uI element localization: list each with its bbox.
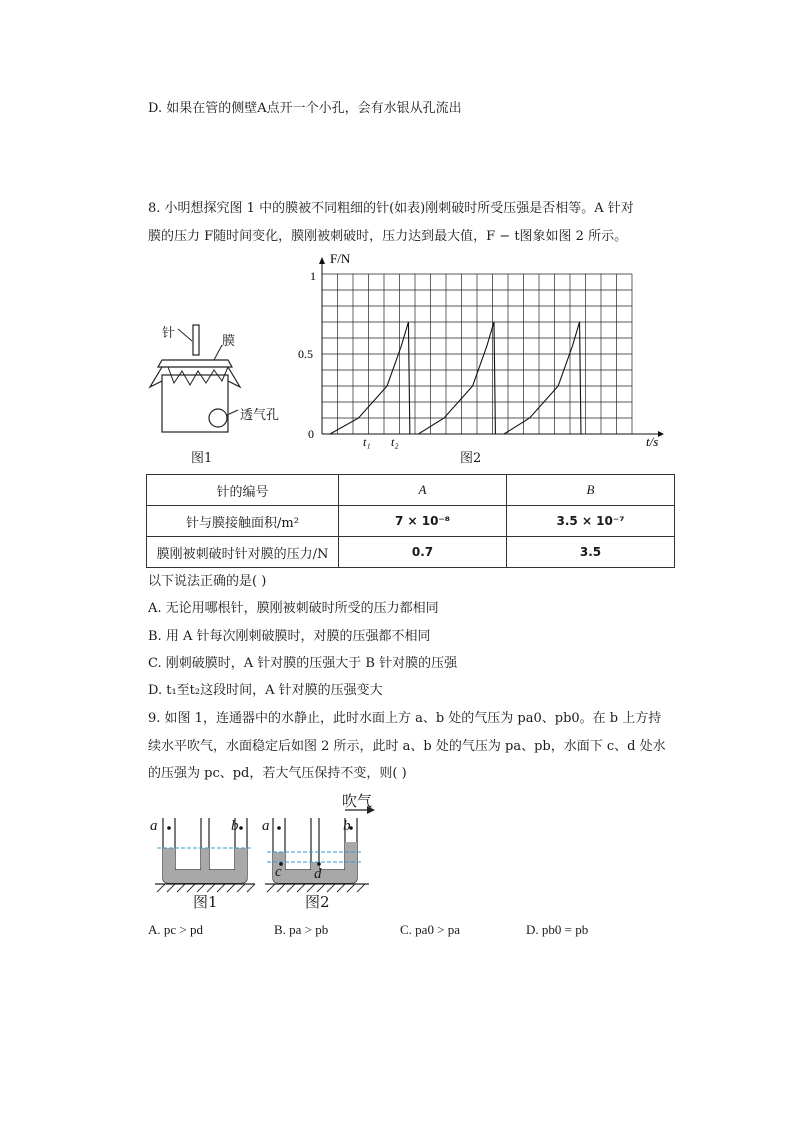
q9-label-b2: b <box>343 818 351 834</box>
table-cell: 3.5 <box>507 537 675 568</box>
x-axis-arrow <box>658 431 664 437</box>
q9-label-b1: b <box>231 818 239 834</box>
q9-caption1: 图1 <box>193 893 218 911</box>
q9-blow-label: 吹气 <box>342 792 373 810</box>
vent-hole-shape <box>209 409 227 427</box>
fig1-label-film: 膜 <box>222 334 236 349</box>
ft-curve-series <box>330 322 581 434</box>
q9-label-c: c <box>275 864 282 880</box>
film-shape <box>158 360 232 367</box>
table-row <box>147 537 675 568</box>
q9-label-d: d <box>314 866 322 882</box>
table-cell: 针与膜接触面积/m² <box>147 506 339 537</box>
table-cell: 3.5 × 10⁻⁷ <box>507 506 675 537</box>
q9-option-b[interactable]: B. pa > pb <box>274 922 329 937</box>
table-row <box>147 506 675 537</box>
q9-option-a[interactable]: A. pc > pd <box>148 922 203 937</box>
y-axis-arrow <box>319 257 325 264</box>
vessel-figure1 <box>155 818 255 892</box>
q9-stem-line2: 续水平吹气，水面稳定后如图 2 所示，此时 a、b 处的气压为 pa、pb，水面下 c、d 处水 <box>148 739 666 754</box>
ft-ytick-top: 1 <box>310 269 316 283</box>
q9-stem-line1: 9. 如图 1，连通器中的水静止，此时水面上方 a、b 处的气压为 pa0、pb0。在 b 上方持 <box>148 711 662 726</box>
table-cell: 膜刚被刺破时针对膜的压力/N <box>147 537 339 568</box>
table-cell: B <box>507 475 675 506</box>
q8-stem-line1: 8. 小明想探究图 1 中的膜被不同粗细的针(如表)刚刺破时所受压强是否相等。A 针对 <box>148 201 634 216</box>
ft-ylabel: F/N <box>330 251 351 266</box>
q8-option-c[interactable]: C. 刚刺破膜时，A 针对膜的压强大于 B 针对膜的压强 <box>148 656 458 671</box>
q7-option-d: D. 如果在管的侧壁A点开一个小孔，会有水银从孔流出 <box>148 101 462 116</box>
q9-stem-line3: 的压强为 pc、pd，若大气压保持不变，则( ) <box>148 766 407 781</box>
q8-prompt: 以下说法正确的是( ) <box>148 574 267 589</box>
needle-shape <box>193 325 199 355</box>
q9-option-d[interactable]: D. pb0 = pb <box>526 922 589 937</box>
q8-option-b[interactable]: B. 用 A 针每次刚刺破膜时，对膜的压强都不相同 <box>148 629 431 644</box>
fig1-label-needle: 针 <box>162 326 176 341</box>
q8-ft-chart <box>290 250 680 450</box>
table-cell: 针的编号 <box>147 475 339 506</box>
ft-ytick-mid: 0.5 <box>298 347 313 361</box>
q8-stem-line2: 膜的压力 F随时间变化，膜刚被刺破时，压力达到最大值，F − t图象如图 2 所示。 <box>148 229 628 244</box>
ft-xtick-t2: t₂ <box>391 435 399 449</box>
q8-option-a[interactable]: A. 无论用哪根针，膜刚被刺破时所受的压力都相同 <box>148 601 439 616</box>
fig1-caption: 图1 <box>191 451 213 466</box>
needle-table <box>146 474 675 568</box>
q9-label-a1: a <box>150 818 158 834</box>
ft-origin: 0 <box>308 427 314 441</box>
q8-option-d[interactable]: D. t₁至t₂这段时间，A 针对膜的压强变大 <box>148 683 383 698</box>
ft-xtick-t1: t₁ <box>363 435 371 449</box>
ft-xlabel: t/s <box>646 434 659 449</box>
table-row <box>147 475 675 506</box>
fig1-label-hole: 透气孔 <box>240 408 280 423</box>
q9-caption2: 图2 <box>305 893 330 911</box>
table-cell: A <box>339 475 507 506</box>
q9-label-a2: a <box>262 818 270 834</box>
fig2-caption: 图2 <box>460 451 482 466</box>
table-cell: 7 × 10⁻⁸ <box>339 506 507 537</box>
q9-option-c[interactable]: C. pa0 > pa <box>400 922 461 937</box>
table-cell: 0.7 <box>339 537 507 568</box>
q8-figure1 <box>140 315 260 465</box>
